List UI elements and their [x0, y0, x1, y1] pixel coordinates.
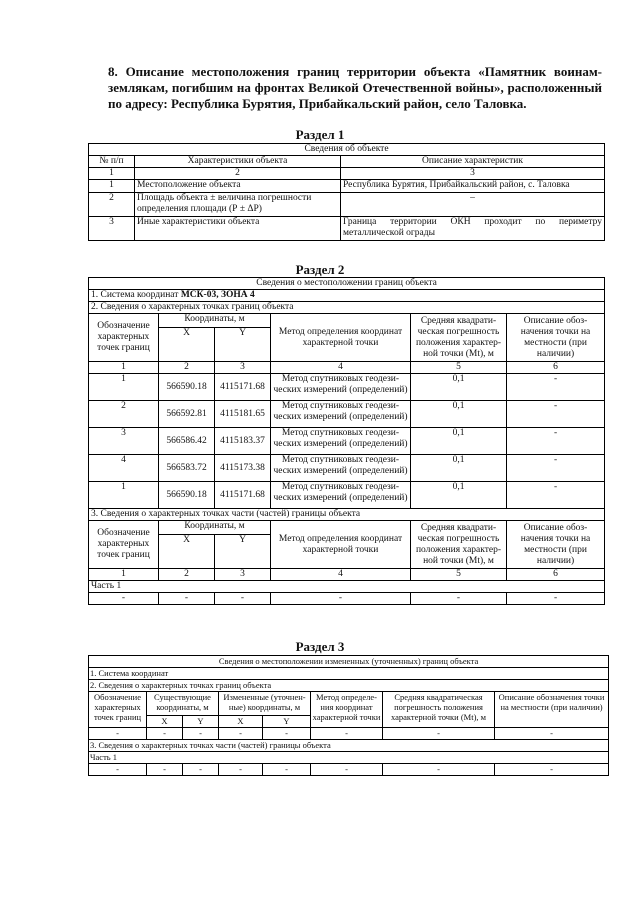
row-description: –: [341, 193, 605, 217]
row-number: 2: [89, 193, 135, 217]
header-point-description: Описание обоз-начения точки на местности (при наличии): [507, 314, 605, 362]
point-description: -: [507, 455, 605, 482]
colnum-cell: 2: [159, 362, 215, 374]
col-header-characteristic: Характеристики объекта: [135, 156, 341, 168]
subsection-points: 2. Сведения о характерных точках границ объекта: [89, 680, 609, 692]
section-1-heading: Раздел 1: [295, 127, 345, 142]
point-id: 4: [89, 455, 159, 482]
empty-cell: -: [89, 593, 159, 605]
header-y: Y: [263, 716, 311, 728]
header-error: Средняя квадрати-ческая погрешность положения характер-ной точки (Mt), м: [411, 521, 507, 569]
header-x: X: [159, 535, 215, 569]
point-y: 4115183.37: [215, 428, 271, 455]
header-designation: Обозначение характерных точек границ: [89, 521, 159, 569]
empty-cell: -: [263, 764, 311, 776]
point-method: Метод спутниковых геодези-ческих измерений (определений): [271, 428, 411, 455]
empty-cell: -: [183, 728, 219, 740]
section-1-table: [88, 143, 605, 241]
colnum-cell: 3: [341, 168, 605, 180]
coordinate-system-label: 1. Система координат: [91, 290, 179, 300]
coordinate-system-row: [89, 290, 605, 302]
header-existing-coordinates: Существующие координаты, м: [147, 692, 219, 716]
point-y: 4115171.68: [215, 482, 271, 509]
table-row: [89, 374, 605, 401]
empty-cell: -: [183, 764, 219, 776]
header-method: Метод определения координат характерной точки: [271, 521, 411, 569]
colnum-cell: 2: [159, 569, 215, 581]
empty-cell: -: [263, 728, 311, 740]
table-row: [89, 193, 605, 217]
header-y: Y: [215, 328, 271, 362]
point-y: 4115171.68: [215, 374, 271, 401]
point-y: 4115173.38: [215, 455, 271, 482]
header-point-description: Описание обозначения точки на местности (при наличии): [495, 692, 609, 728]
col-header-number: № п/п: [89, 156, 135, 168]
document-title: 8. Описание местоположения границ территории объекта «Памятник воинам-землякам, погибшим на фронтах Великой Отечественной войны», расположенный по адресу: Республика Бурятия, Прибайкальский район, село Таловка.: [108, 64, 602, 111]
table-row: [89, 728, 609, 740]
empty-cell: -: [271, 593, 411, 605]
colnum-cell: 3: [215, 569, 271, 581]
empty-cell: -: [219, 764, 263, 776]
empty-cell: -: [219, 728, 263, 740]
table-row: [89, 593, 605, 605]
empty-cell: -: [411, 593, 507, 605]
point-error: 0,1: [411, 455, 507, 482]
empty-cell: -: [89, 764, 147, 776]
table-row: [89, 217, 605, 241]
header-x: X: [147, 716, 183, 728]
empty-cell: -: [495, 764, 609, 776]
point-description: -: [507, 401, 605, 428]
colnum-cell: 1: [89, 362, 159, 374]
empty-cell: -: [89, 728, 147, 740]
empty-cell: -: [159, 593, 215, 605]
header-x: X: [159, 328, 215, 362]
subsection-part-points: 3. Сведения о характерных точках части (частей) границы объекта: [89, 740, 609, 752]
point-description: -: [507, 482, 605, 509]
colnum-cell: 6: [507, 569, 605, 581]
point-method: Метод спутниковых геодези-ческих измерений (определений): [271, 455, 411, 482]
point-id: 1: [89, 482, 159, 509]
point-x: 566586.42: [159, 428, 215, 455]
row-description: Республика Бурятия, Прибайкальский район, с. Таловка: [341, 180, 605, 193]
section-1-caption: Сведения об объекте: [89, 144, 605, 156]
header-coordinates: Координаты, м: [159, 521, 271, 535]
row-description: Граница территории ОКН проходит по периметру металлической ограды: [341, 217, 605, 241]
point-error: 0,1: [411, 428, 507, 455]
header-method: Метод определе-ния координат характерной точки: [311, 692, 383, 728]
header-y: Y: [183, 716, 219, 728]
colnum-cell: 5: [411, 569, 507, 581]
section-2-caption: Сведения о местоположении границ объекта: [89, 278, 605, 290]
point-description: -: [507, 428, 605, 455]
table-row: [89, 764, 609, 776]
row-number: 1: [89, 180, 135, 193]
point-x: 566583.72: [159, 455, 215, 482]
header-designation: Обозначение характерных точек границ: [89, 314, 159, 362]
coordinate-system-row: 1. Система координат: [89, 668, 609, 680]
table-row: [89, 180, 605, 193]
empty-cell: -: [383, 764, 495, 776]
colnum-cell: 1: [89, 569, 159, 581]
colnum-cell: 4: [271, 362, 411, 374]
empty-cell: -: [147, 728, 183, 740]
colnum-cell: 6: [507, 362, 605, 374]
point-id: 3: [89, 428, 159, 455]
empty-cell: -: [507, 593, 605, 605]
row-number: 3: [89, 217, 135, 241]
table-row: [89, 482, 605, 509]
subsection-part-points: 3. Сведения о характерных точках части (частей) границы объекта: [89, 509, 605, 521]
empty-cell: -: [495, 728, 609, 740]
empty-cell: -: [215, 593, 271, 605]
header-coordinates: Координаты, м: [159, 314, 271, 328]
table-row: [89, 401, 605, 428]
empty-cell: -: [311, 728, 383, 740]
header-error: Средняя квадрати-ческая погрешность положения характер-ной точки (Mt), м: [411, 314, 507, 362]
colnum-cell: 4: [271, 569, 411, 581]
point-error: 0,1: [411, 401, 507, 428]
point-y: 4115181.65: [215, 401, 271, 428]
section-3-heading: Раздел 3: [295, 639, 345, 654]
point-x: 566592.81: [159, 401, 215, 428]
header-changed-coordinates: Измененные (уточнен-ные) координаты, м: [219, 692, 311, 716]
colnum-cell: 5: [411, 362, 507, 374]
section-3-table: [88, 655, 609, 776]
header-x: X: [219, 716, 263, 728]
colnum-cell: 3: [215, 362, 271, 374]
colnum-cell: 2: [135, 168, 341, 180]
section-2-heading: Раздел 2: [295, 262, 345, 277]
point-error: 0,1: [411, 482, 507, 509]
subsection-points: 2. Сведения о характерных точках границ объекта: [89, 302, 605, 314]
header-method: Метод определения координат характерной точки: [271, 314, 411, 362]
point-method: Метод спутниковых геодези-ческих измерений (определений): [271, 482, 411, 509]
empty-cell: -: [147, 764, 183, 776]
row-characteristic: Иные характеристики объекта: [135, 217, 341, 241]
header-point-description: Описание обоз-начения точки на местности (при наличии): [507, 521, 605, 569]
header-error: Средняя квадратическая погрешность положения характерной точки (Mt), м: [383, 692, 495, 728]
col-header-description: Описание характеристик: [341, 156, 605, 168]
table-row: [89, 428, 605, 455]
empty-cell: -: [311, 764, 383, 776]
header-designation: Обозначение характерных точек границ: [89, 692, 147, 728]
empty-cell: -: [383, 728, 495, 740]
point-x: 566590.18: [159, 482, 215, 509]
colnum-cell: 1: [89, 168, 135, 180]
section-2-table: [88, 277, 605, 605]
point-error: 0,1: [411, 374, 507, 401]
point-x: 566590.18: [159, 374, 215, 401]
part-label: Часть 1: [89, 752, 609, 764]
point-id: 1: [89, 374, 159, 401]
section-3-caption: Сведения о местоположении измененных (уточненных) границ объекта: [89, 656, 609, 668]
point-method: Метод спутниковых геодези-ческих измерений (определений): [271, 401, 411, 428]
header-y: Y: [215, 535, 271, 569]
point-id: 2: [89, 401, 159, 428]
point-method: Метод спутниковых геодези-ческих измерений (определений): [271, 374, 411, 401]
row-characteristic: Местоположение объекта: [135, 180, 341, 193]
point-description: -: [507, 374, 605, 401]
coordinate-system-value: МСК-03, ЗОНА 4: [180, 290, 255, 300]
row-characteristic: Площадь объекта ± величина погрешности определения площади (Р ± ΔР): [135, 193, 341, 217]
part-label: Часть 1: [89, 581, 605, 593]
table-row: [89, 455, 605, 482]
